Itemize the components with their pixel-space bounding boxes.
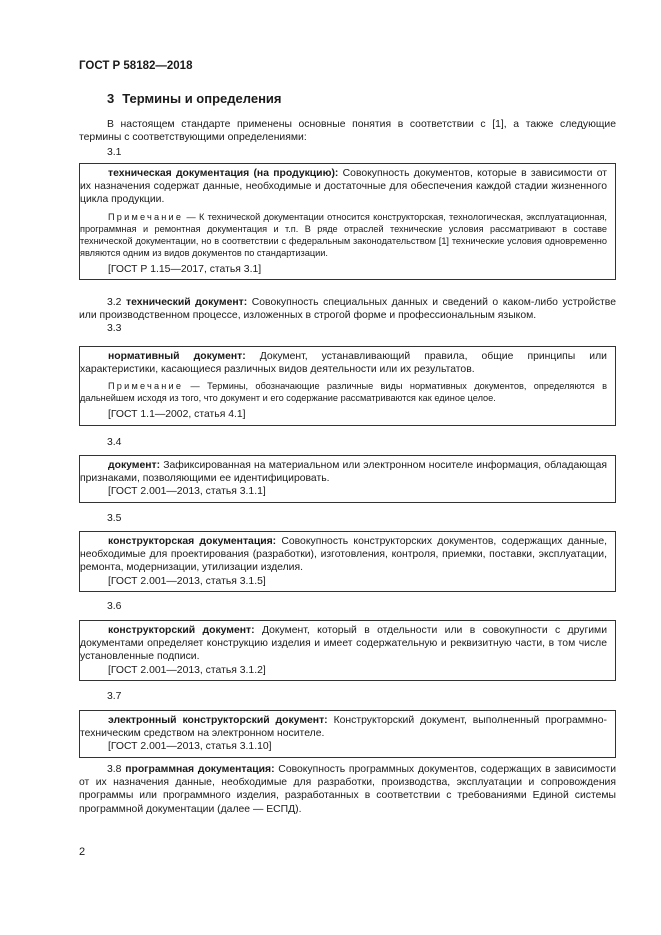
term-source: [ГОСТ 2.001—2013, статья 3.1.2] xyxy=(108,664,266,676)
term-3-5-number-block xyxy=(79,512,616,525)
section-title-text: Термины и определения xyxy=(122,91,282,106)
term-box-3-3 xyxy=(79,346,616,426)
term-number-3-4: 3.4 xyxy=(107,437,122,448)
term-definition: Совокупность документов, которые в зависимости от их назначения содержат данные, необходимые и достаточные для обеспечения каждой стадии жизненного цикла продукции. xyxy=(80,168,608,206)
note-text: — К технической документации относится конструкторская, технологическая, эксплуатационная, программная и ремонтная документация и т.п. В ряде отраслей технические условия рассматривают в составе технической документации, но в соответствии с федеральным законодательством [1] технические условия одновременно являются одним из видов документов по стандартизации. xyxy=(80,211,607,258)
term-3-7 xyxy=(79,710,616,758)
term-source: [ГОСТ 2.001—2013, статья 3.1.10] xyxy=(108,741,272,753)
term-source: [ГОСТ 1.1—2002, статья 4.1] xyxy=(108,409,246,421)
term-definition: Конструкторский документ, выполненный программно-техническим средством на электронном носителе. xyxy=(80,715,608,740)
term-number-3-1: 3.1 xyxy=(107,147,122,159)
term-3-5 xyxy=(79,531,616,592)
term-number-3-3: 3.3 xyxy=(107,323,122,335)
term-box-3-5 xyxy=(79,531,616,592)
term-name: программная документация: xyxy=(125,764,275,775)
term-name: документ: xyxy=(108,460,161,471)
term-number-3-2: 3.2 xyxy=(107,297,122,308)
term-box-3-4 xyxy=(79,455,616,503)
term-number-3-8: 3.8 xyxy=(107,764,122,775)
term-number-3-5: 3.5 xyxy=(107,513,122,524)
term-3-6 xyxy=(79,620,616,681)
note-label: Примечание xyxy=(108,211,184,222)
term-definition: Совокупность конструкторских документов, содержащих данные, необходимые для проектирования (разработки), изготовления, контроля, приемки, поставки, эксплуатации, ремонта, модернизации, утилизации изделия. xyxy=(80,536,607,574)
term-3-7-number-block xyxy=(79,690,616,703)
intro-paragraph: В настоящем стандарте применены основные понятия в соответствии с [1], а также следующие термины с соответствующими определениями: xyxy=(79,119,616,144)
section-number: 3 xyxy=(107,91,115,106)
term-3-6-number-block xyxy=(79,600,616,613)
intro-block xyxy=(79,118,616,160)
term-box-3-7 xyxy=(79,710,616,758)
term-3-3 xyxy=(79,346,616,426)
term-definition: Зафиксированная на материальном или электронном носителе информация, обладающая признаками, позволяющими ее идентифицировать. xyxy=(80,460,607,485)
term-name: нормативный документ: xyxy=(108,351,246,362)
term-definition: Совокупность программных документов, содержащих в зависимости от их назначения данные, необходимые для разработки, производства, эксплуатации и сопровождения программы или программного изделия, разработанных в соответствии с требованиями Единой системы программной документации (далее — ЕСПД). xyxy=(79,764,616,815)
term-name: конструкторская документация: xyxy=(108,536,277,547)
term-source: [ГОСТ 2.001—2013, статья 3.1.5] xyxy=(108,575,266,587)
term-number-3-7: 3.7 xyxy=(107,691,122,702)
term-definition: Совокупность специальных данных и сведений о каком-либо устройстве или производственном процессе, изложенных в строгой форме и профессиональным языком. xyxy=(79,297,616,322)
term-number-3-6: 3.6 xyxy=(107,601,122,612)
term-name: конструкторский документ: xyxy=(108,625,255,636)
page-number: 2 xyxy=(79,846,86,858)
term-box-3-6 xyxy=(79,620,616,681)
term-box-3-1 xyxy=(79,163,616,280)
term-3-2 xyxy=(79,296,616,336)
document-header: ГОСТ Р 58182—2018 xyxy=(79,60,193,72)
term-definition: Документ, устанавливающий правила, общие принципы или характеристики, касающиеся различных видов деятельности или их результатов. xyxy=(80,351,607,376)
term-source: [ГОСТ Р 1.15—2017, статья 3.1] xyxy=(108,263,262,275)
term-3-8 xyxy=(79,763,616,816)
term-definition: Документ, который в отдельности или в совокупности с другими документами определяет конструкцию изделия и имеет содержательную и реквизитную части, в том числе установленные подписи. xyxy=(80,625,608,663)
term-name: техническая документация (на продукцию): xyxy=(108,168,339,179)
term-3-4 xyxy=(79,455,616,503)
note-text: — Термины, обозначающие различные виды нормативных документов, определяются в дальнейшем исходя из того, что документ и его содержание рассматриваются как единое целое. xyxy=(80,381,607,404)
term-name: технический документ: xyxy=(126,297,248,308)
term-3-1 xyxy=(79,163,616,280)
note-label: Примечание xyxy=(108,381,184,392)
term-name: электронный конструкторский документ: xyxy=(108,715,328,726)
term-source: [ГОСТ 2.001—2013, статья 3.1.1] xyxy=(108,486,266,498)
term-3-4-number-block xyxy=(79,436,616,449)
section-title xyxy=(107,91,282,106)
